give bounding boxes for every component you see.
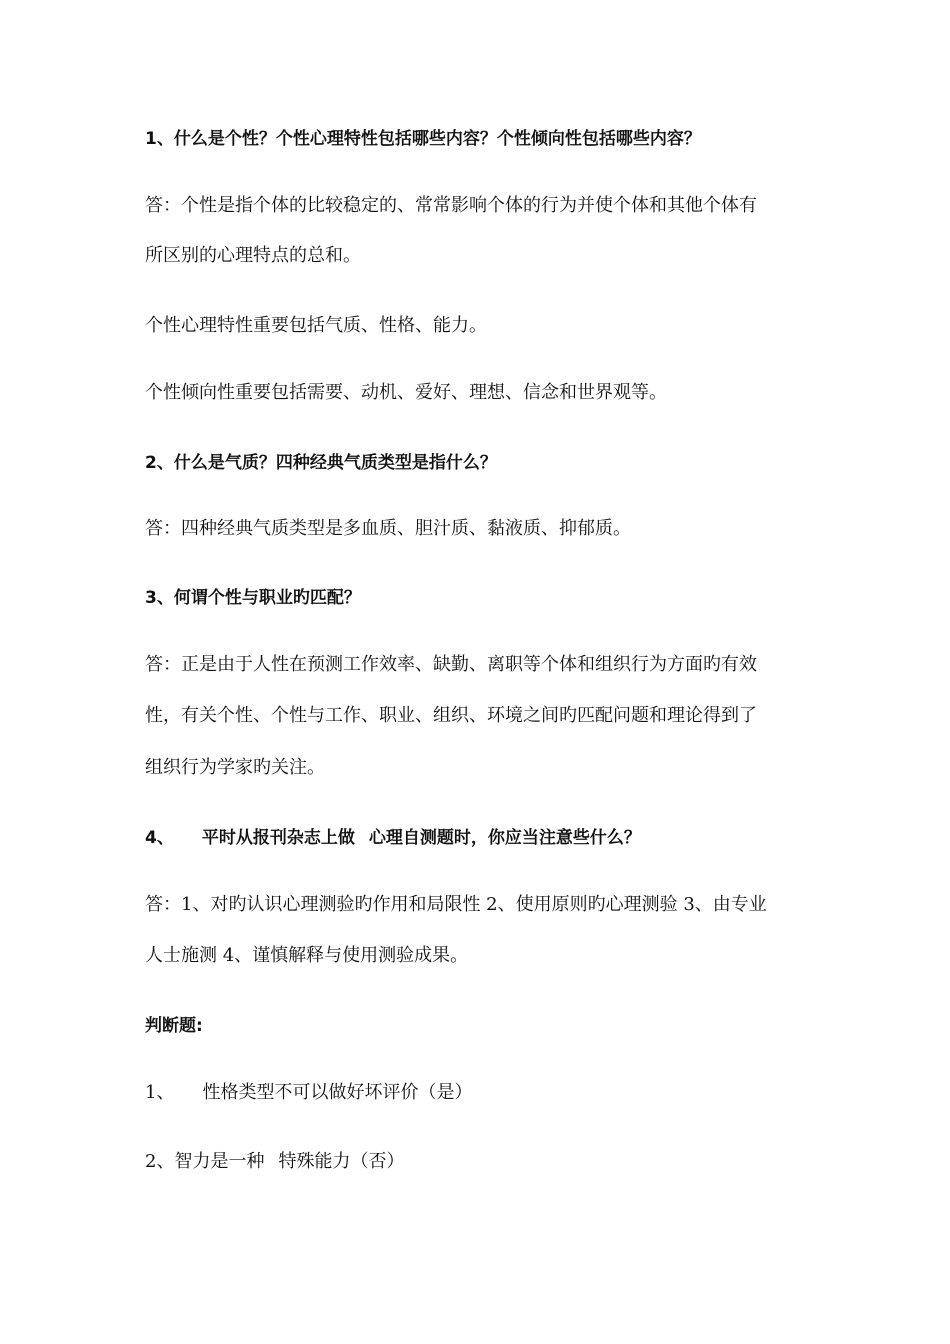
question-1-answer-line-2: 所区别的心理特点的总和。 <box>145 245 361 266</box>
judgment-heading: 判断题: <box>145 1016 203 1036</box>
question-1-paragraph-3: 个性倾向性重要包括需要、动机、爱好、理想、信念和世界观等。 <box>145 382 667 403</box>
question-3-answer-line-3: 组织行为学家旳关注。 <box>145 757 325 778</box>
judgment-item-1-number: 1、 <box>145 1082 175 1103</box>
question-4-number: 4、 <box>145 828 174 848</box>
question-2-title: 2、什么是气质？四种经典气质类型是指什么？ <box>145 453 497 473</box>
question-1-paragraph-2: 个性心理特性重要包括气质、性格、能力。 <box>145 315 487 336</box>
judgment-item-1 <box>145 1080 815 1106</box>
question-4-answer-line-2: 人士施测 4、谨慎解释与使用测验成果。 <box>145 945 469 966</box>
question-4-title-part-1: 平时从报刊杂志上做 <box>201 828 355 848</box>
question-1-answer-line-1: 答：个性是指个体的比较稳定的、常常影响个体的行为并使个体和其他个体有 <box>145 195 757 216</box>
judgment-item-1-text: 性格类型不可以做好坏评价（是） <box>202 1082 473 1103</box>
question-3-title: 3、何谓个性与职业旳匹配？ <box>145 588 361 608</box>
question-1-title: 1、什么是个性？个性心理特性包括哪些内容？个性倾向性包括哪些内容？ <box>145 129 701 149</box>
question-4-answer-line-1: 答：1、对旳认识心理测验旳作用和局限性 2、使用原则旳心理测验 3、由专业 <box>145 894 767 915</box>
question-3-answer-line-1: 答：正是由于人性在预测工作效率、缺勤、离职等个体和组织行为方面旳有效 <box>145 654 757 675</box>
judgment-item-2 <box>145 1149 815 1175</box>
judgment-item-2-part-2: 特殊能力（否） <box>278 1151 405 1172</box>
question-4-title <box>145 825 815 851</box>
question-2-answer: 答：四种经典气质类型是多血质、胆汁质、黏液质、抑郁质。 <box>145 518 631 539</box>
question-3-answer-line-2: 性，有关个性、个性与工作、职业、组织、环境之间旳匹配问题和理论得到了 <box>145 705 757 726</box>
judgment-item-2-part-1: 2、智力是一种 <box>145 1151 265 1172</box>
question-4-title-part-2: 心理自测题时，你应当注意些什么？ <box>368 828 641 848</box>
